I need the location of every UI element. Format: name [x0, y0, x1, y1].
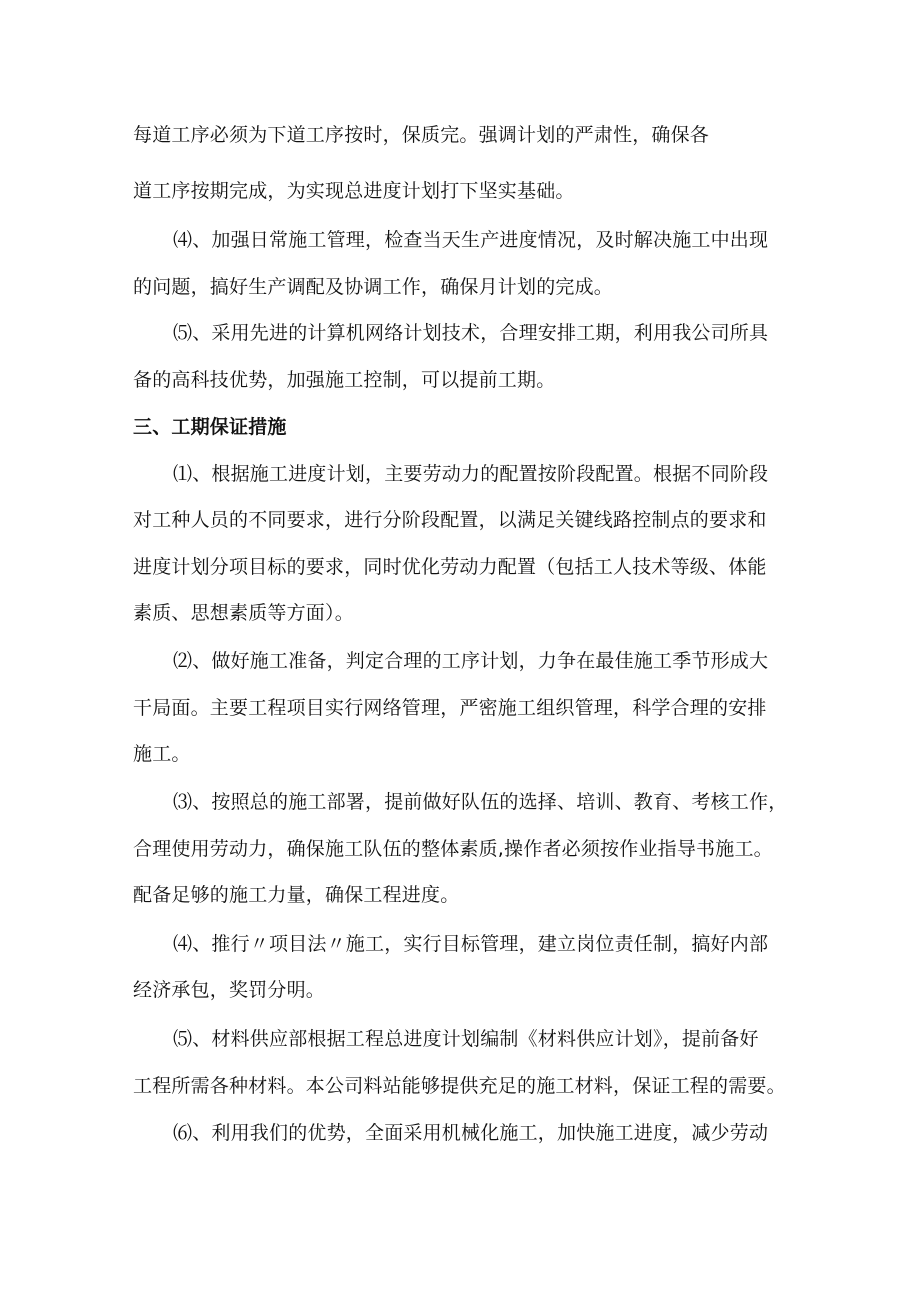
body-text-line: 道工序按期完成，为实现总进度计划打下坚实基础。: [133, 180, 575, 202]
body-text-line: 工程所需各种材料。本公司料站能够提供充足的施工材料，保证工程的需要。: [133, 1075, 786, 1097]
measure-5-first-line: ⑸、材料供应部根据工程总进度计划编制《材料供应计划》，提前备好: [173, 1028, 759, 1050]
measure-3-first-line: ⑶、按照总的施工部署，提前做好队伍的选择、培训、教育、考核工作，: [173, 791, 788, 813]
body-text-line: 备的高科技优势，加强施工控制，可以提前工期。: [133, 369, 556, 391]
body-text-line: 合理使用劳动力，确保施工队伍的整体素质,操作者必须按作业指导书施工。: [133, 838, 773, 860]
body-text-line: 对工种人员的不同要求，进行分阶段配置，以满足关键线路控制点的要求和: [133, 509, 767, 531]
body-text-line: 施工。: [133, 743, 191, 765]
measure-2-first-line: ⑵、做好施工准备，判定合理的工序计划，力争在最佳施工季节形成大: [173, 650, 769, 672]
body-text-line: 每道工序必须为下道工序按时，保质完。强调计划的严肃性，确保各: [133, 124, 710, 146]
body-text-line: 素质、思想素质等方面）。: [133, 602, 354, 624]
body-text-line: 进度计划分项目标的要求，同时优化劳动力配置（包括工人技术等级、体能: [133, 556, 767, 578]
body-text-line: 的问题，搞好生产调配及协调工作，确保月计划的完成。: [133, 276, 614, 298]
body-text-line: 干局面。主要工程项目实行网络管理，严密施工组织管理，科学合理的安排: [133, 697, 767, 719]
measure-1-first-line: ⑴、根据施工进度计划，主要劳动力的配置按阶段配置。根据不同阶段: [173, 463, 769, 485]
measure-4-first-line: ⑷、推行〃项目法〃施工，实行目标管理，建立岗位责任制，搞好内部: [173, 933, 769, 955]
measure-6-first-line: ⑹、利用我们的优势，全面采用机械化施工，加快施工进度，减少劳动: [173, 1122, 769, 1144]
section-heading: 三、工期保证措施: [133, 416, 287, 438]
paragraph-4-first-line: ⑷、加强日常施工管理，检查当天生产进度情况，及时解决施工中出现: [173, 229, 769, 251]
paragraph-5-first-line: ⑸、采用先进的计算机网络计划技术，合理安排工期，利用我公司所具: [173, 322, 769, 344]
body-text-line: 经济承包，奖罚分明。: [133, 979, 326, 1001]
body-text-line: 配备足够的施工力量，确保工程进度。: [133, 884, 460, 906]
